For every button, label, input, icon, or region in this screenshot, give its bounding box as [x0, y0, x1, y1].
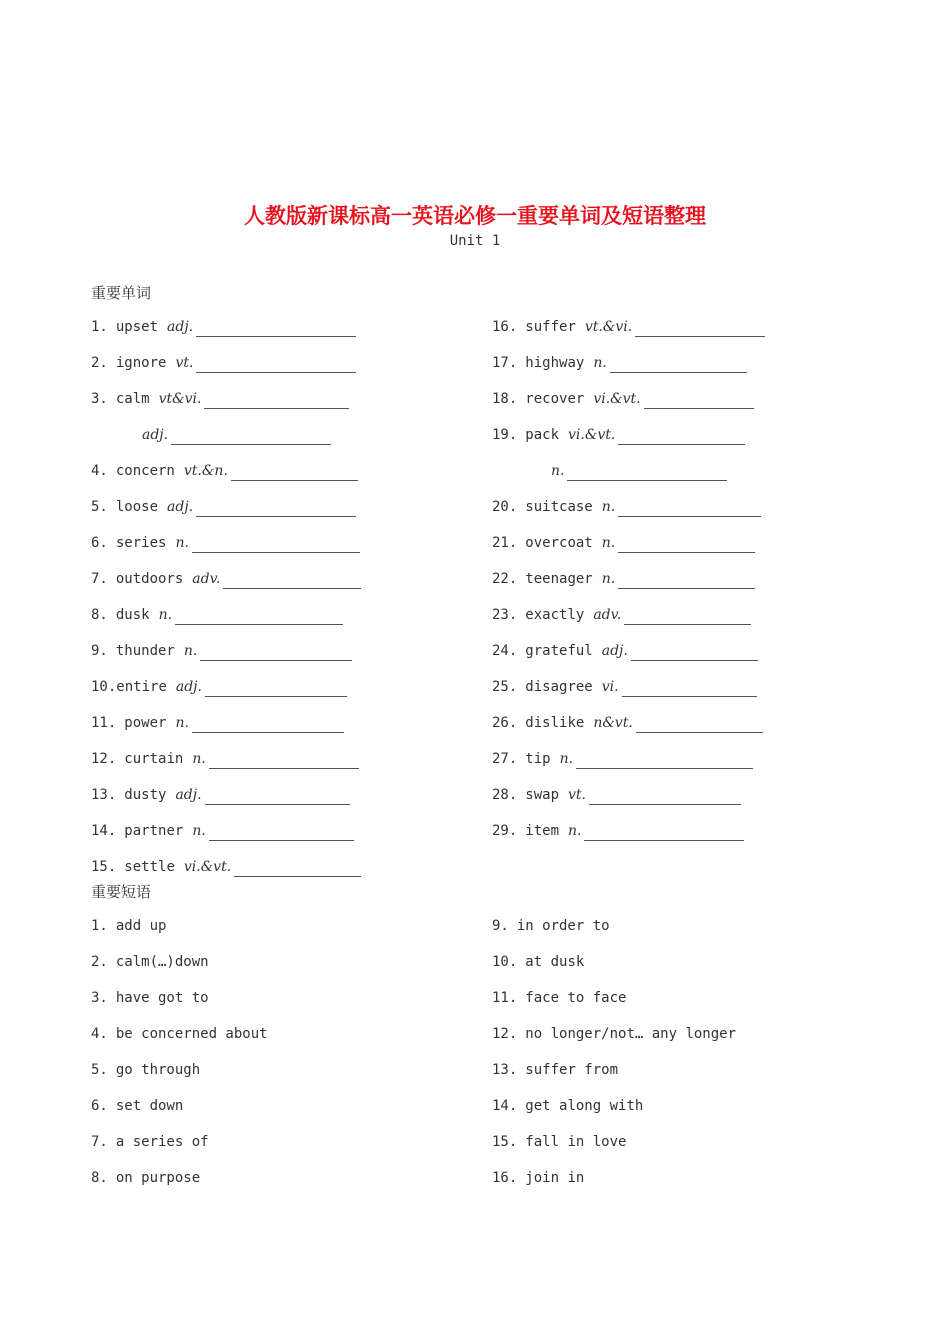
part-of-speech: adv. — [192, 571, 221, 587]
phrase-item — [492, 988, 626, 1008]
answer-blank[interactable] — [622, 681, 757, 697]
word-text: teenager — [525, 571, 593, 587]
word-number: 5. — [91, 499, 108, 515]
word-text: dusty — [124, 787, 167, 803]
word-number: 17. — [492, 355, 518, 371]
word-item — [91, 353, 356, 373]
phrase-text: get along with — [525, 1098, 644, 1114]
word-text: exactly — [525, 607, 585, 623]
word-text: grateful — [525, 643, 593, 659]
word-item — [91, 821, 354, 841]
word-item — [492, 677, 757, 697]
phrase-text: go through — [115, 1062, 201, 1078]
phrase-item — [492, 952, 584, 972]
word-item — [91, 533, 360, 553]
phrase-text: be concerned about — [115, 1026, 268, 1042]
answer-blank[interactable] — [209, 753, 359, 769]
part-of-speech: n. — [601, 499, 616, 515]
word-text: suitcase — [525, 499, 593, 515]
word-number: 13. — [91, 787, 117, 803]
word-number: 1. — [91, 319, 108, 335]
word-text: loose — [115, 499, 159, 515]
phrase-item — [91, 1168, 200, 1188]
answer-blank[interactable] — [610, 357, 747, 373]
phrase-number: 4. — [91, 1026, 108, 1042]
word-number: 21. — [492, 535, 518, 551]
part-of-speech: n. — [559, 751, 574, 767]
word-number: 27. — [492, 751, 518, 767]
word-text: item — [525, 823, 560, 839]
page-title: 人教版新课标高一英语必修一重要单词及短语整理 — [244, 204, 706, 228]
answer-blank[interactable] — [567, 465, 727, 481]
part-of-speech: n. — [183, 643, 198, 659]
phrase-item — [91, 1132, 209, 1152]
phrase-number: 8. — [91, 1170, 108, 1186]
part-of-speech: vi.&vt. — [183, 859, 232, 875]
phrase-item — [492, 916, 610, 936]
phrase-item — [492, 1168, 584, 1188]
word-number: 25. — [492, 679, 518, 695]
word-item — [492, 533, 755, 553]
part-of-speech: vt.&n. — [183, 463, 228, 479]
word-item — [91, 497, 356, 517]
part-of-speech: n. — [192, 823, 206, 839]
word-number: 24. — [492, 643, 518, 659]
word-item — [91, 785, 350, 805]
phrase-item — [492, 1132, 626, 1152]
answer-blank[interactable] — [631, 645, 758, 661]
word-text: concern — [115, 463, 175, 479]
word-number: 22. — [492, 571, 518, 587]
phrase-text: on purpose — [115, 1170, 201, 1186]
word-item — [492, 749, 753, 769]
answer-blank[interactable] — [618, 573, 755, 589]
word-number: 20. — [492, 499, 518, 515]
word-text: suffer — [525, 319, 576, 335]
word-item — [91, 713, 344, 733]
answer-blank[interactable] — [196, 321, 356, 337]
part-of-speech: vt.&vi. — [584, 319, 633, 335]
word-number: 4. — [91, 463, 108, 479]
phrase-number: 14. — [492, 1098, 518, 1114]
word-text: recover — [525, 391, 585, 407]
part-of-speech: vt&vi. — [158, 391, 202, 407]
word-item — [492, 389, 754, 409]
word-text: dislike — [525, 715, 585, 731]
word-item — [91, 317, 356, 337]
phrase-text: at dusk — [525, 954, 585, 970]
part-of-speech: vi.&vt. — [593, 391, 641, 407]
part-of-speech: n. — [192, 751, 206, 767]
phrase-item — [91, 952, 209, 972]
answer-blank[interactable] — [192, 717, 344, 733]
word-number: 3. — [91, 391, 108, 407]
part-of-speech: vi. — [601, 679, 619, 695]
phrase-text: set down — [115, 1098, 184, 1114]
word-number: 9. — [91, 643, 108, 659]
answer-blank[interactable] — [196, 357, 356, 373]
part-of-speech: adj. — [601, 643, 628, 659]
part-of-speech: adj. — [142, 427, 169, 443]
word-text: overcoat — [525, 535, 593, 551]
answer-blank[interactable] — [618, 501, 761, 517]
answer-blank[interactable] — [223, 573, 361, 589]
phrase-text: a series of — [115, 1134, 209, 1150]
part-of-speech: adv. — [593, 607, 622, 623]
word-number: 8. — [91, 607, 108, 623]
word-number: 6. — [91, 535, 108, 551]
word-item — [91, 857, 361, 877]
word-number: 28. — [492, 787, 518, 803]
word-item — [91, 641, 352, 661]
word-item — [91, 749, 359, 769]
answer-blank[interactable] — [624, 609, 751, 625]
part-of-speech: adj. — [175, 787, 202, 803]
word-number: 16. — [492, 319, 518, 335]
phrase-number: 6. — [91, 1098, 108, 1114]
word-number: 11. — [91, 715, 117, 731]
word-number: 14. — [91, 823, 117, 839]
word-text: partner — [124, 823, 184, 839]
word-text: series — [115, 535, 167, 551]
answer-blank[interactable] — [584, 825, 744, 841]
phrase-text: fall in love — [525, 1134, 627, 1150]
word-item — [142, 425, 331, 445]
word-number: 7. — [91, 571, 108, 587]
phrase-text: no longer/not… any longer — [525, 1026, 737, 1042]
phrase-number: 1. — [91, 918, 108, 934]
word-text: upset — [115, 319, 159, 335]
word-number: 29. — [492, 823, 518, 839]
word-number: 2. — [91, 355, 108, 371]
phrase-number: 7. — [91, 1134, 108, 1150]
part-of-speech: vt. — [175, 355, 194, 371]
word-number: 12. — [91, 751, 117, 767]
part-of-speech: adj. — [167, 319, 194, 335]
answer-blank[interactable] — [576, 753, 753, 769]
word-item — [91, 569, 361, 589]
word-text: power — [124, 715, 167, 731]
word-text: settle — [124, 859, 175, 875]
phrase-text: face to face — [525, 990, 627, 1006]
phrase-number: 12. — [492, 1026, 518, 1042]
answer-blank[interactable] — [209, 825, 354, 841]
word-text: dusk — [115, 607, 150, 623]
part-of-speech: n. — [158, 607, 173, 623]
word-number: 18. — [492, 391, 518, 407]
phrase-text: in order to — [516, 918, 610, 934]
words-heading: 重要单词 — [91, 284, 152, 302]
answer-blank[interactable] — [589, 789, 741, 805]
phrase-text: suffer from — [525, 1062, 619, 1078]
phrase-item — [91, 988, 209, 1008]
word-number: 10. — [91, 679, 117, 695]
word-item — [492, 353, 747, 373]
phrase-text: calm(…)down — [115, 954, 209, 970]
phrase-number: 13. — [492, 1062, 518, 1078]
word-item — [551, 461, 727, 481]
phrase-text: join in — [525, 1170, 585, 1186]
part-of-speech: n. — [551, 463, 565, 479]
answer-blank[interactable] — [204, 393, 349, 409]
phrase-number: 2. — [91, 954, 108, 970]
word-text: ignore — [115, 355, 167, 371]
word-item — [91, 605, 343, 625]
answer-blank[interactable] — [234, 861, 361, 877]
part-of-speech: n. — [601, 535, 616, 551]
answer-blank[interactable] — [196, 501, 356, 517]
phrase-text: have got to — [115, 990, 209, 1006]
answer-blank[interactable] — [171, 429, 331, 445]
answer-blank[interactable] — [635, 321, 765, 337]
answer-blank[interactable] — [205, 681, 347, 697]
word-item — [492, 641, 758, 661]
phrase-number: 16. — [492, 1170, 518, 1186]
word-text: tip — [525, 751, 551, 767]
phrase-item — [91, 1024, 268, 1044]
word-number: 15. — [91, 859, 117, 875]
word-item — [492, 497, 761, 517]
answer-blank[interactable] — [175, 609, 343, 625]
word-text: outdoors — [115, 571, 184, 587]
phrase-item — [492, 1024, 736, 1044]
answer-blank[interactable] — [205, 789, 350, 805]
word-item — [492, 317, 765, 337]
word-number: 26. — [492, 715, 518, 731]
phrase-item — [91, 1060, 200, 1080]
word-number: 19. — [492, 427, 518, 443]
unit-subtitle: Unit 1 — [449, 233, 501, 249]
word-item — [91, 461, 358, 481]
phrase-number: 5. — [91, 1062, 108, 1078]
answer-blank[interactable] — [200, 645, 352, 661]
answer-blank[interactable] — [644, 393, 754, 409]
part-of-speech: n. — [175, 535, 189, 551]
part-of-speech: n&vt. — [593, 715, 633, 731]
word-item — [492, 785, 741, 805]
phrase-item — [91, 916, 166, 936]
phrase-item — [492, 1096, 643, 1116]
answer-blank[interactable] — [636, 717, 763, 733]
phrase-number: 3. — [91, 990, 108, 1006]
part-of-speech: vt. — [568, 787, 587, 803]
phrase-item — [492, 1060, 618, 1080]
answer-blank[interactable] — [618, 537, 755, 553]
part-of-speech: n. — [601, 571, 616, 587]
part-of-speech: adj. — [167, 499, 194, 515]
word-item — [91, 677, 347, 697]
word-text: curtain — [124, 751, 184, 767]
word-item — [492, 821, 744, 841]
word-item — [91, 389, 349, 409]
word-text: highway — [525, 355, 585, 371]
phrase-item — [91, 1096, 183, 1116]
word-text: disagree — [525, 679, 593, 695]
word-text: thunder — [115, 643, 175, 659]
part-of-speech: n. — [175, 715, 189, 731]
word-item — [492, 425, 745, 445]
phrases-heading: 重要短语 — [91, 883, 152, 901]
phrase-number: 15. — [492, 1134, 518, 1150]
word-item — [492, 569, 755, 589]
phrase-number: 11. — [492, 990, 518, 1006]
answer-blank[interactable] — [231, 465, 358, 481]
word-text: entire — [116, 679, 167, 695]
answer-blank[interactable] — [192, 537, 360, 553]
answer-blank[interactable] — [618, 429, 745, 445]
part-of-speech: n. — [593, 355, 607, 371]
word-text: pack — [525, 427, 560, 443]
phrase-text: add up — [115, 918, 167, 934]
word-item — [492, 605, 751, 625]
word-item — [492, 713, 763, 733]
word-text: swap — [525, 787, 560, 803]
part-of-speech: n. — [568, 823, 582, 839]
word-number: 23. — [492, 607, 518, 623]
phrase-number: 10. — [492, 954, 518, 970]
phrase-number: 9. — [492, 918, 509, 934]
part-of-speech: adj. — [175, 679, 202, 695]
part-of-speech: vi.&vt. — [568, 427, 616, 443]
word-text: calm — [115, 391, 150, 407]
